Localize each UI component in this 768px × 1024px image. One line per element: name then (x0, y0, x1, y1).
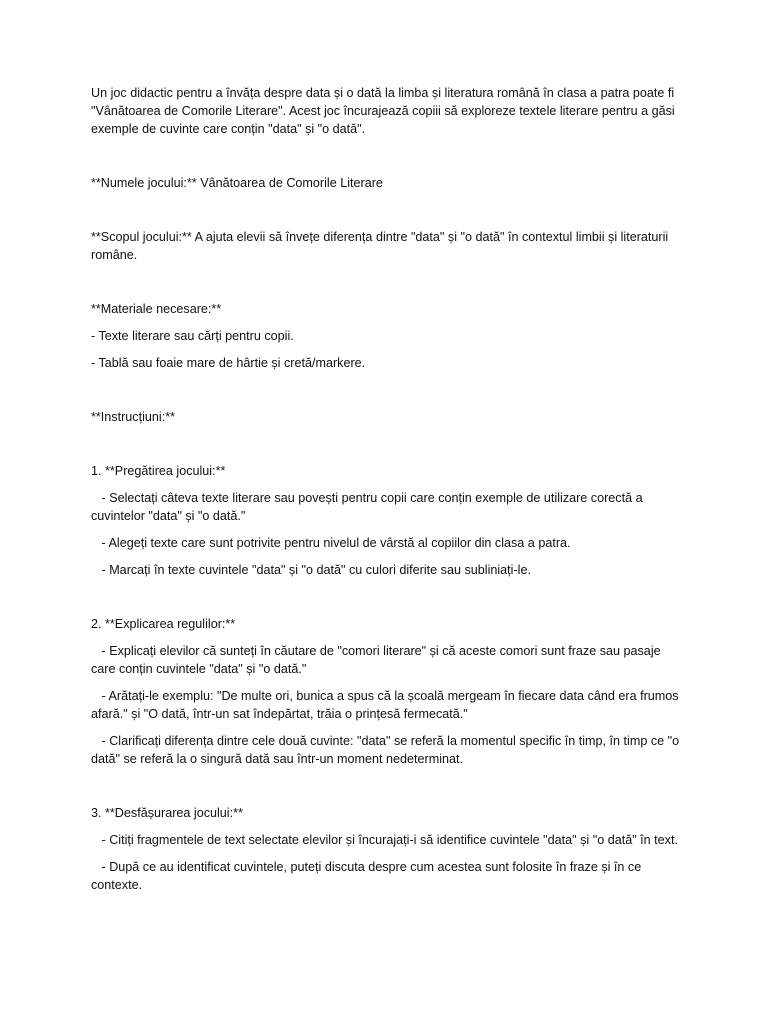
step2-item: - Clarificați diferența dintre cele două cuvinte: "data" se referă la momentul specific în timp, în timp ce "o dată" se referă la o singură dată sau într-un moment nedeterminat. (91, 734, 683, 766)
game-goal: **Scopul jocului:** A ajuta elevii să învețe diferența dintre "data" și "o dată" în contextul limbii și literaturii române. (91, 230, 672, 262)
materials-heading: **Materiale necesare:** (91, 302, 222, 316)
step2-item: - Explicați elevilor că sunteți în căutare de "comori literare" și că aceste comori sunt fraze sau pasaje care conțin cuvintele "data" și "o dată." (91, 644, 665, 676)
step1-item: - Alegeți texte care sunt potrivite pentru nivelul de vârstă al copiilor din clasa a patra. (91, 536, 571, 550)
instructions-heading: **Instrucțiuni:** (91, 410, 175, 424)
game-name: **Numele jocului:** Vânătoarea de Comorile Literare (91, 176, 383, 190)
step1-heading: 1. **Pregătirea jocului:** (91, 464, 226, 478)
step2-item: - Arătați-le exemplu: "De multe ori, bunica a spus că la școală mergeam în fiecare data când era frumos afară." și "O dată, într-un sat îndepărtat, trăia o prințesă fermecată." (91, 689, 683, 721)
step2-heading: 2. **Explicarea regulilor:** (91, 617, 236, 631)
document-page (91, 84, 681, 894)
intro-paragraph: Un joc didactic pentru a învăța despre data și o dată la limba și literatura română în clasa a patra poate fi "Vânătoarea de Comorile Literare". Acest joc încurajează copiii să exploreze textele literare pentru a găsi exemple de cuvinte care conțin "data" și "o dată". (91, 86, 679, 136)
step3-heading: 3. **Desfășurarea jocului:** (91, 806, 243, 820)
materials-item: - Tablă sau foaie mare de hârtie și cretă/markere. (91, 356, 366, 370)
step1-item: - Marcați în texte cuvintele "data" și "o dată" cu culori diferite sau subliniați-le. (91, 563, 531, 577)
step3-item: - După ce au identificat cuvintele, puteți discuta despre cum acestea sunt folosite în fraze și în ce contexte. (91, 860, 645, 892)
step1-item: - Selectați câteva texte literare sau povești pentru copii care conțin exemple de utilizare corectă a cuvintelor "data" și "o dată." (91, 491, 647, 523)
materials-item: - Texte literare sau cărți pentru copii. (91, 329, 294, 343)
step3-item: - Citiți fragmentele de text selectate elevilor și încurajați-i să identifice cuvintele "data" și "o dată" în text. (91, 833, 678, 847)
